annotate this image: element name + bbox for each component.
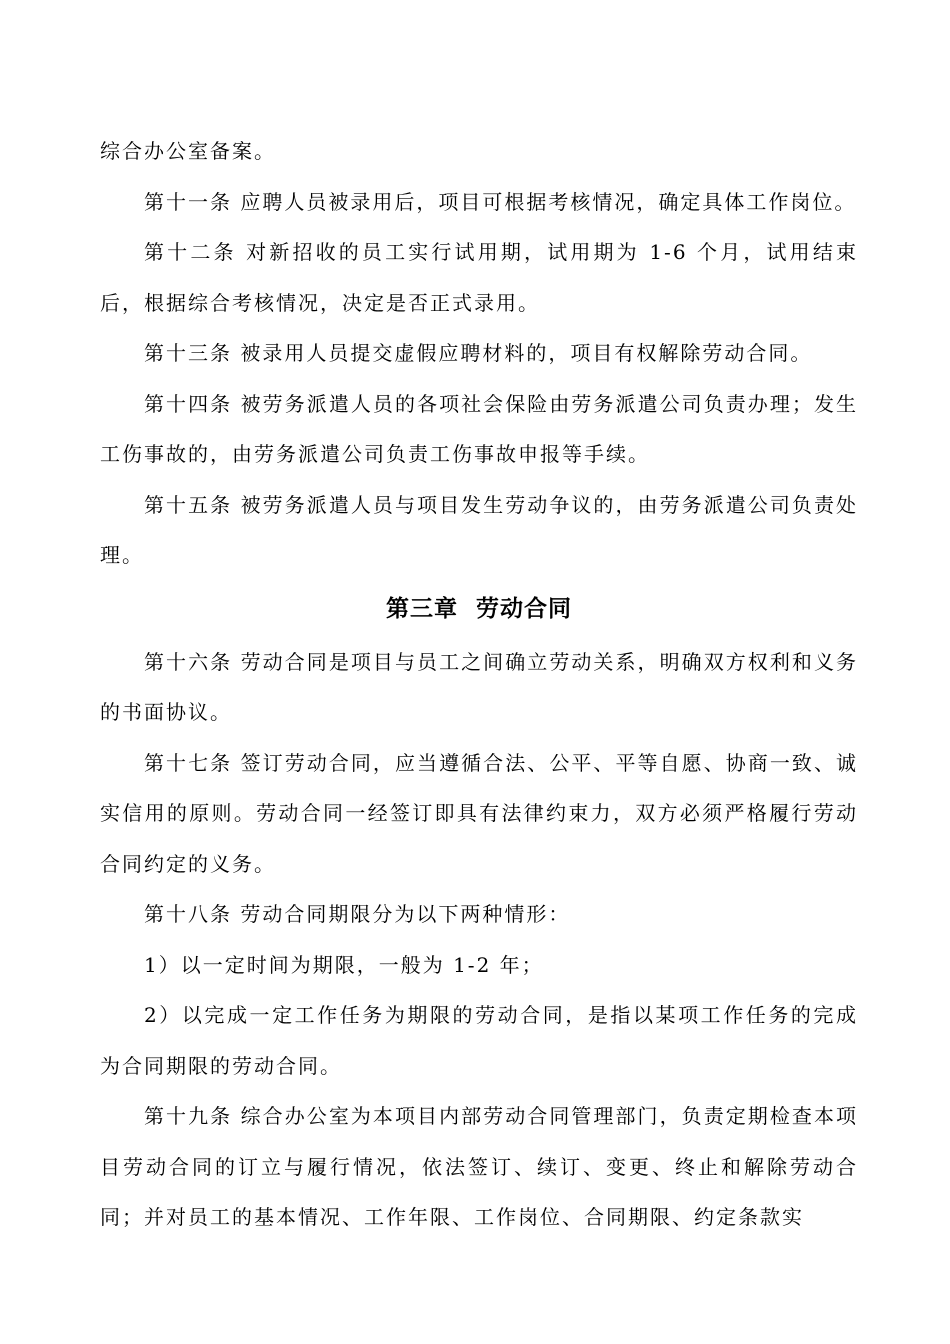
document-page (100, 126, 858, 1243)
article-19: 第十九条 综合办公室为本项目内部劳动合同管理部门，负责定期检查本项目劳动合同的订立与履行情况，依法签订、续订、变更、终止和解除劳动合同；并对员工的基本情况、工作年限、工作岗位、合同期限、约定条款实 (100, 1104, 858, 1229)
article-18: 第十八条 劳动合同期限分为以下两种情形： (144, 902, 571, 926)
list-item-1: 1）以一定时间为期限，一般为 1-2 年； (144, 952, 544, 977)
article-14: 第十四条 被劳务派遣人员的各项社会保险由劳务派遣公司负责办理；发生工伤事故的，由劳务派遣公司负责工伤事故申报等手续。 (100, 391, 858, 466)
article-16: 第十六条 劳动合同是项目与员工之间确立劳动关系，明确双方权利和义务的书面协议。 (100, 649, 858, 724)
article-11: 第十一条 应聘人员被录用后，项目可根据考核情况，确定具体工作岗位。 (144, 189, 857, 214)
list-item-2: 2）以完成一定工作任务为期限的劳动合同，是指以某项工作任务的完成为合同期限的劳动合同。 (100, 1003, 858, 1078)
article-17: 第十七条 签订劳动合同，应当遵循合法、公平、平等自愿、协商一致、诚实信用的原则。劳动合同一经签订即具有法律约束力，双方必须严格履行劳动合同约定的义务。 (100, 750, 858, 876)
article-12: 第十二条 对新招收的员工实行试用期，试用期为 1-6 个月，试用结束后，根据综合考核情况，决定是否正式录用。 (100, 240, 858, 315)
article-15: 第十五条 被劳务派遣人员与项目发生劳动争议的，由劳务派遣公司负责处理。 (100, 492, 858, 567)
chapter-heading: 第三章 劳动合同 (385, 595, 572, 622)
paragraph-continuation: 综合办公室备案。 (100, 139, 276, 163)
article-13: 第十三条 被录用人员提交虚假应聘材料的，项目有权解除劳动合同。 (144, 341, 813, 365)
